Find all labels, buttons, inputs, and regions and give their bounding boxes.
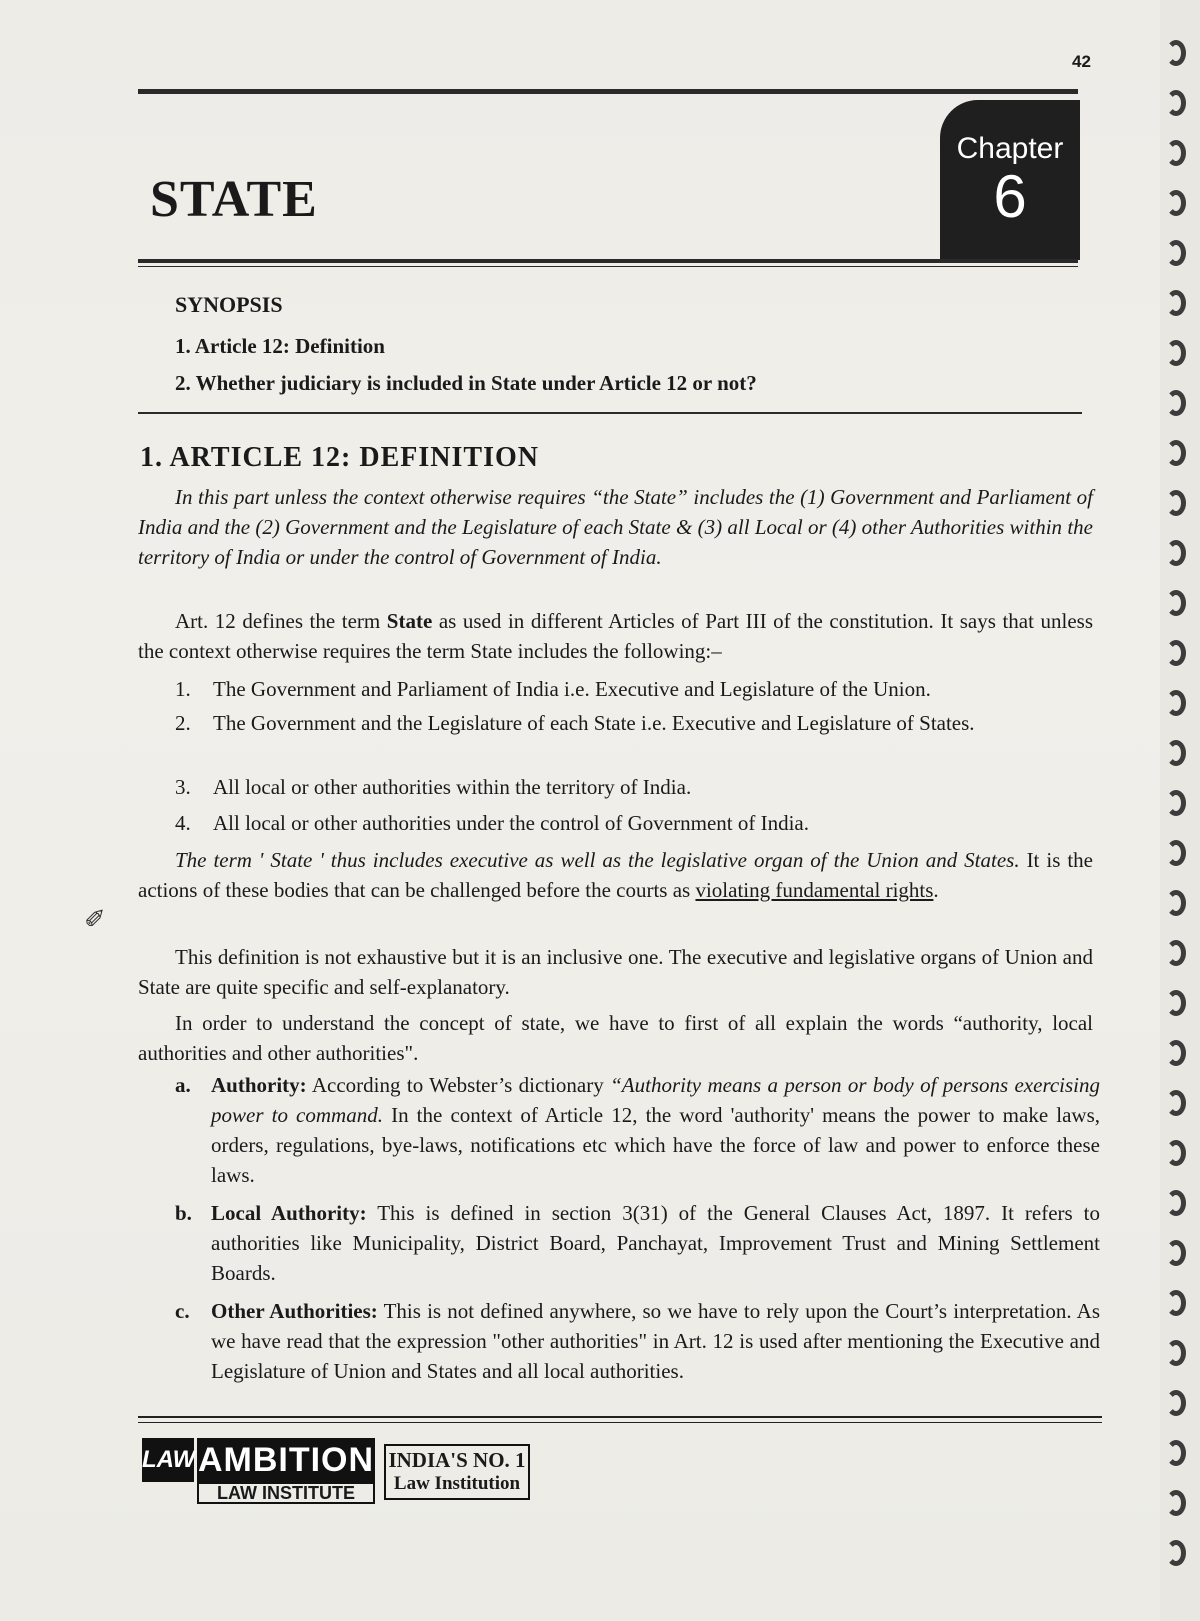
logo-law-text: LAW <box>142 1438 194 1482</box>
binding-ring-icon <box>1166 640 1186 666</box>
binding-ring-icon <box>1166 290 1186 316</box>
spiral-binding <box>1160 0 1200 1621</box>
list-item: 2. The Government and the Legislature of each State i.e. Executive and Legislature of States. <box>175 711 975 735</box>
india-no1-badge <box>384 1444 530 1500</box>
footer-rule-thin <box>138 1422 1102 1423</box>
binding-ring-icon <box>1166 90 1186 116</box>
paragraph: The term ' State ' thus includes executive as well as the legislative organ of the Union and States. It is the actions of these bodies that can be challenged before the courts as violating fundamental rights. <box>138 848 1093 902</box>
section-heading: 1. ARTICLE 12: DEFINITION <box>140 442 539 473</box>
binding-ring-icon <box>1166 1490 1186 1516</box>
binding-ring-icon <box>1166 690 1186 716</box>
page-number: 42 <box>1072 52 1091 71</box>
definition-item: a. Authority: According to Webster’s dictionary “Authority means a person or body of persons exercising power to command. In the context of Article 12, the word 'authority' means the power to make laws, orders, regulations, bye-laws, notifications etc which have the force of law and power to enforce these laws. <box>175 1073 1100 1187</box>
binding-ring-icon <box>1166 1440 1186 1466</box>
definition-item: b. Local Authority: This is defined in section 3(31) of the General Clauses Act, 1897. It refers to authorities like Municipality, District Board, Panchayat, Improvement Trust and Mining Settlement Boards. <box>175 1201 1100 1285</box>
binding-ring-icon <box>1166 390 1186 416</box>
binding-ring-icon <box>1166 340 1186 366</box>
binding-ring-icon <box>1166 1340 1186 1366</box>
binding-ring-icon <box>1166 40 1186 66</box>
binding-ring-icon <box>1166 790 1186 816</box>
binding-ring-icon <box>1166 540 1186 566</box>
binding-ring-icon <box>1166 1540 1186 1566</box>
binding-ring-icon <box>1166 1190 1186 1216</box>
synopsis-item-number: 2. <box>175 371 191 395</box>
logo-institute-text: LAW INSTITUTE <box>197 1482 375 1504</box>
binding-ring-icon <box>1166 1240 1186 1266</box>
binding-ring-icon <box>1166 1140 1186 1166</box>
binding-ring-icon <box>1166 490 1186 516</box>
binding-ring-icon <box>1166 140 1186 166</box>
badge-line-1: INDIA'S NO. 1 <box>388 1448 526 1472</box>
binding-ring-icon <box>1166 1040 1186 1066</box>
synopsis-item-number: 1. <box>175 334 191 358</box>
binding-ring-icon <box>1166 440 1186 466</box>
chapter-title: STATE <box>150 171 318 228</box>
definition-item: c. Other Authorities: This is not defined anywhere, so we have to rely upon the Court’s interpretation. As we have read that the expression "other authorities" in Art. 12 is used after mentioning the Executive and Legislature of Union and States and all local authorities. <box>175 1299 1100 1383</box>
chapter-label: Chapter <box>956 132 1064 165</box>
binding-ring-icon <box>1166 740 1186 766</box>
top-rule <box>138 89 1078 94</box>
binding-ring-icon <box>1166 1290 1186 1316</box>
binding-ring-icon <box>1166 940 1186 966</box>
footer-rule <box>138 1416 1102 1418</box>
article-12-quote: In this part unless the context otherwise requires “the State” includes the (1) Government and Parliament of India and the (2) Government and the Legislature of each State & (3) all Local or (4) other Authorities within the territory of India or under the control of Government of India. <box>138 485 1093 569</box>
synopsis-item <box>175 334 385 359</box>
badge-line-2: Law Institution <box>393 1473 521 1494</box>
binding-ring-icon <box>1166 990 1186 1016</box>
binding-ring-icon <box>1166 840 1186 866</box>
binding-ring-icon <box>1166 190 1186 216</box>
binding-ring-icon <box>1166 1090 1186 1116</box>
list-item: 4. All local or other authorities under the control of Government of India. <box>175 811 809 835</box>
chapter-number: 6 <box>993 163 1027 230</box>
binding-ring-icon <box>1166 240 1186 266</box>
binding-ring-icon <box>1166 1390 1186 1416</box>
synopsis-separator <box>138 412 1082 414</box>
paragraph: Art. 12 defines the term State as used in different Articles of Part III of the constitution. It says that unless the context otherwise requires the term State includes the following:– <box>138 609 1093 663</box>
paragraph: In order to understand the concept of state, we have to first of all explain the words “authority, local authorities and other authorities". <box>138 1011 1093 1065</box>
binding-ring-icon <box>1166 890 1186 916</box>
synopsis-heading: SYNOPSIS <box>175 292 283 317</box>
binding-ring-icon <box>1166 590 1186 616</box>
title-rule-thin <box>138 266 1078 267</box>
chapter-badge <box>940 100 1080 260</box>
paragraph: This definition is not exhaustive but it is an inclusive one. The executive and legislative organs of Union and State are quite specific and self-explanatory. <box>138 945 1093 999</box>
synopsis-item <box>175 371 757 396</box>
list-item: 1. The Government and Parliament of India i.e. Executive and Legislature of the Union. <box>175 677 931 701</box>
logo-ambition-text: AMBITION <box>197 1438 375 1482</box>
handwritten-mark-icon: ✐ <box>84 905 106 934</box>
synopsis-item-text: Article 12: Definition <box>194 334 385 358</box>
synopsis-item-text: Whether judiciary is included in State under Article 12 or not? <box>195 371 757 395</box>
list-item: 3. All local or other authorities within the territory of India. <box>175 775 692 799</box>
title-rule <box>138 259 1078 263</box>
